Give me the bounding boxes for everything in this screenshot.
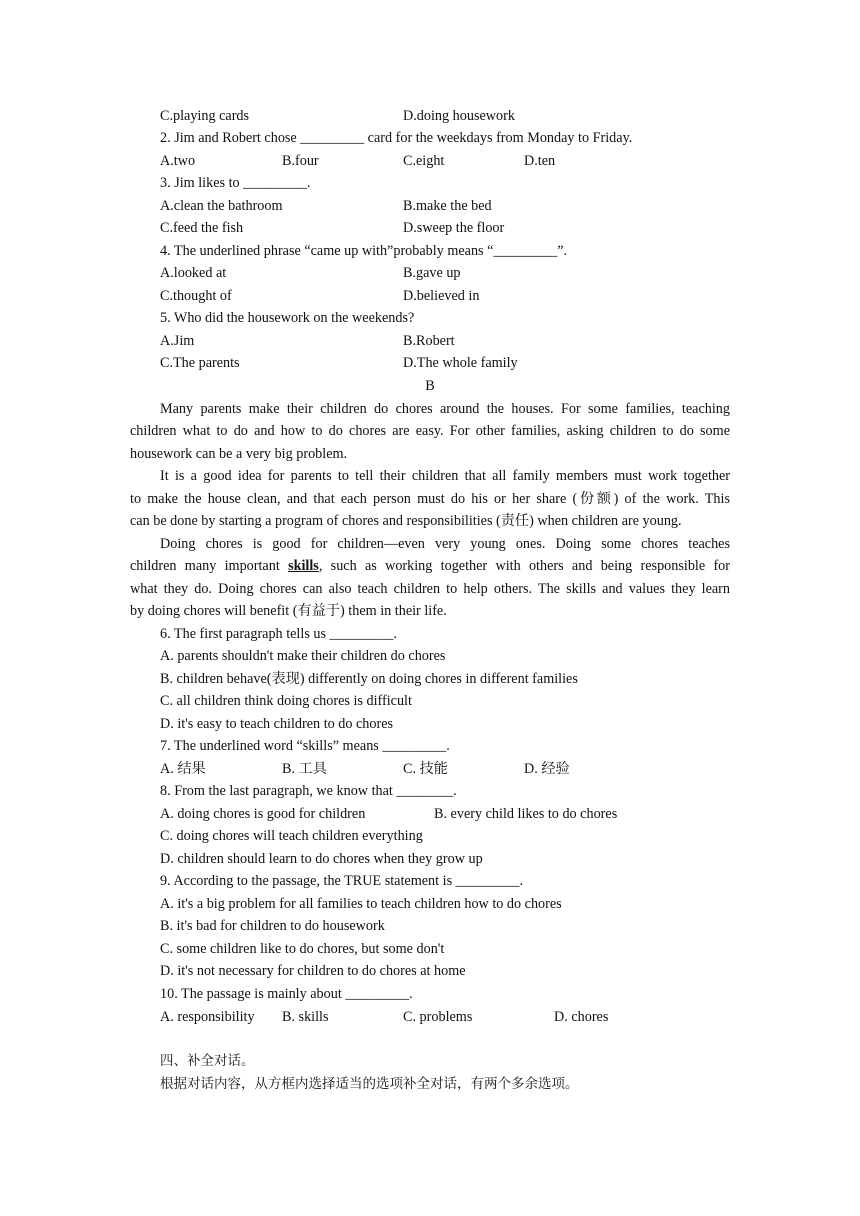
q3-option-d: D.sweep the floor bbox=[403, 220, 505, 236]
q9-option-b: B. it's bad for children to do housework bbox=[160, 918, 385, 934]
q5-option-a: A.Jim bbox=[160, 333, 195, 349]
q4-option-b: B.gave up bbox=[403, 265, 461, 281]
q6-option-c: C. all children think doing chores is difficult bbox=[160, 693, 412, 709]
passage-p3-line3: what they do. Doing chores can also teach children to help others. The skills and values they learn bbox=[130, 581, 730, 597]
q8-option-c: C. doing chores will teach children everything bbox=[160, 828, 423, 844]
q9-option-d: D. it's not necessary for children to do chores at home bbox=[160, 963, 466, 979]
q7-option-a: A. 结果 bbox=[160, 761, 206, 777]
passage-p1-line1: Many parents make their children do chores around the houses. For some families, teaching bbox=[160, 401, 730, 417]
q8-option-d: D. children should learn to do chores when they grow up bbox=[160, 851, 483, 867]
q7-option-b: B. 工具 bbox=[282, 761, 327, 777]
passage-p3-line1: Doing chores is good for children—even very young ones. Doing some chores teaches bbox=[160, 536, 730, 552]
q3-option-c: C.feed the fish bbox=[160, 220, 244, 236]
q3-option-a: A.clean the bathroom bbox=[160, 198, 283, 214]
q5-stem: 5. Who did the housework on the weekends? bbox=[160, 310, 415, 326]
q3-option-b: B.make the bed bbox=[403, 198, 492, 214]
passage-p2-line1: It is a good idea for parents to tell their children that all family members must work together bbox=[160, 468, 730, 484]
q7-option-c: C. 技能 bbox=[403, 761, 448, 777]
passage-p3-line4: by doing chores will benefit (有益于) them in their life. bbox=[130, 603, 447, 619]
passage-p1-line3: housework can be a very big problem. bbox=[130, 446, 348, 462]
q4-option-d: D.believed in bbox=[403, 288, 480, 304]
underlined-keyword-skills: skills bbox=[288, 558, 319, 574]
q8-option-a: A. doing chores is good for children bbox=[160, 806, 366, 822]
q1-option-d: D.doing housework bbox=[403, 108, 515, 124]
section4-title: 四、补全对话。 bbox=[160, 1053, 255, 1069]
q2-stem: 2. Jim and Robert chose _________ card for the weekdays from Monday to Friday. bbox=[160, 130, 633, 146]
q5-option-b: B.Robert bbox=[403, 333, 455, 349]
q2-option-b: B.four bbox=[282, 153, 319, 169]
q10-option-c: C. problems bbox=[403, 1009, 473, 1025]
q2-option-a: A.two bbox=[160, 153, 196, 169]
q10-option-b: B. skills bbox=[282, 1009, 329, 1025]
q3-stem: 3. Jim likes to _________. bbox=[160, 175, 311, 191]
q10-option-d: D. chores bbox=[554, 1009, 609, 1025]
passage-p3-line2 bbox=[130, 555, 730, 577]
q4-option-a: A.looked at bbox=[160, 265, 227, 281]
q2-option-c: C.eight bbox=[403, 153, 445, 169]
q6-option-a: A. parents shouldn't make their children do chores bbox=[160, 648, 446, 664]
q10-stem: 10. The passage is mainly about _________. bbox=[160, 986, 413, 1002]
passage-p2-line2: to make the house clean, and that each person must do his or her share (份额) of the work. This bbox=[130, 491, 730, 507]
q2-option-d: D.ten bbox=[524, 153, 556, 169]
q6-option-d: D. it's easy to teach children to do chores bbox=[160, 716, 394, 732]
q6-stem: 6. The first paragraph tells us _________. bbox=[160, 626, 397, 642]
q5-option-c: C.The parents bbox=[160, 355, 240, 371]
passage-p3-line2-pre: children many important bbox=[130, 558, 289, 574]
q8-stem: 8. From the last paragraph, we know that ________. bbox=[160, 783, 457, 799]
q9-option-a: A. it's a big problem for all families to teach children how to do chores bbox=[160, 896, 562, 912]
q4-stem: 4. The underlined phrase “came up with”probably means “_________”. bbox=[160, 243, 568, 259]
q7-stem: 7. The underlined word “skills” means _________. bbox=[160, 738, 450, 754]
q10-option-a: A. responsibility bbox=[160, 1009, 255, 1025]
q7-option-d: D. 经验 bbox=[524, 761, 570, 777]
q1-option-c: C.playing cards bbox=[160, 108, 250, 124]
q6-option-b: B. children behave(表现) differently on doing chores in different families bbox=[160, 671, 578, 687]
q9-option-c: C. some children like to do chores, but some don't bbox=[160, 941, 445, 957]
section-b-heading: B bbox=[425, 378, 435, 394]
passage-p1-line2: children what to do and how to do chores are easy. For other families, asking children to do some bbox=[130, 423, 730, 439]
passage-p3-line2-post: , such as working together with others and being responsible for bbox=[318, 558, 730, 574]
q5-option-d: D.The whole family bbox=[403, 355, 518, 371]
section4-instruction: 根据对话内容，从方框内选择适当的选项补全对话，有两个多余选项。 bbox=[160, 1076, 579, 1092]
passage-p2-line3: can be done by starting a program of chores and responsibilities (责任) when children are young. bbox=[130, 513, 682, 529]
q9-stem: 9. According to the passage, the TRUE statement is _________. bbox=[160, 873, 524, 889]
q4-option-c: C.thought of bbox=[160, 288, 232, 304]
q8-option-b: B. every child likes to do chores bbox=[434, 806, 618, 822]
